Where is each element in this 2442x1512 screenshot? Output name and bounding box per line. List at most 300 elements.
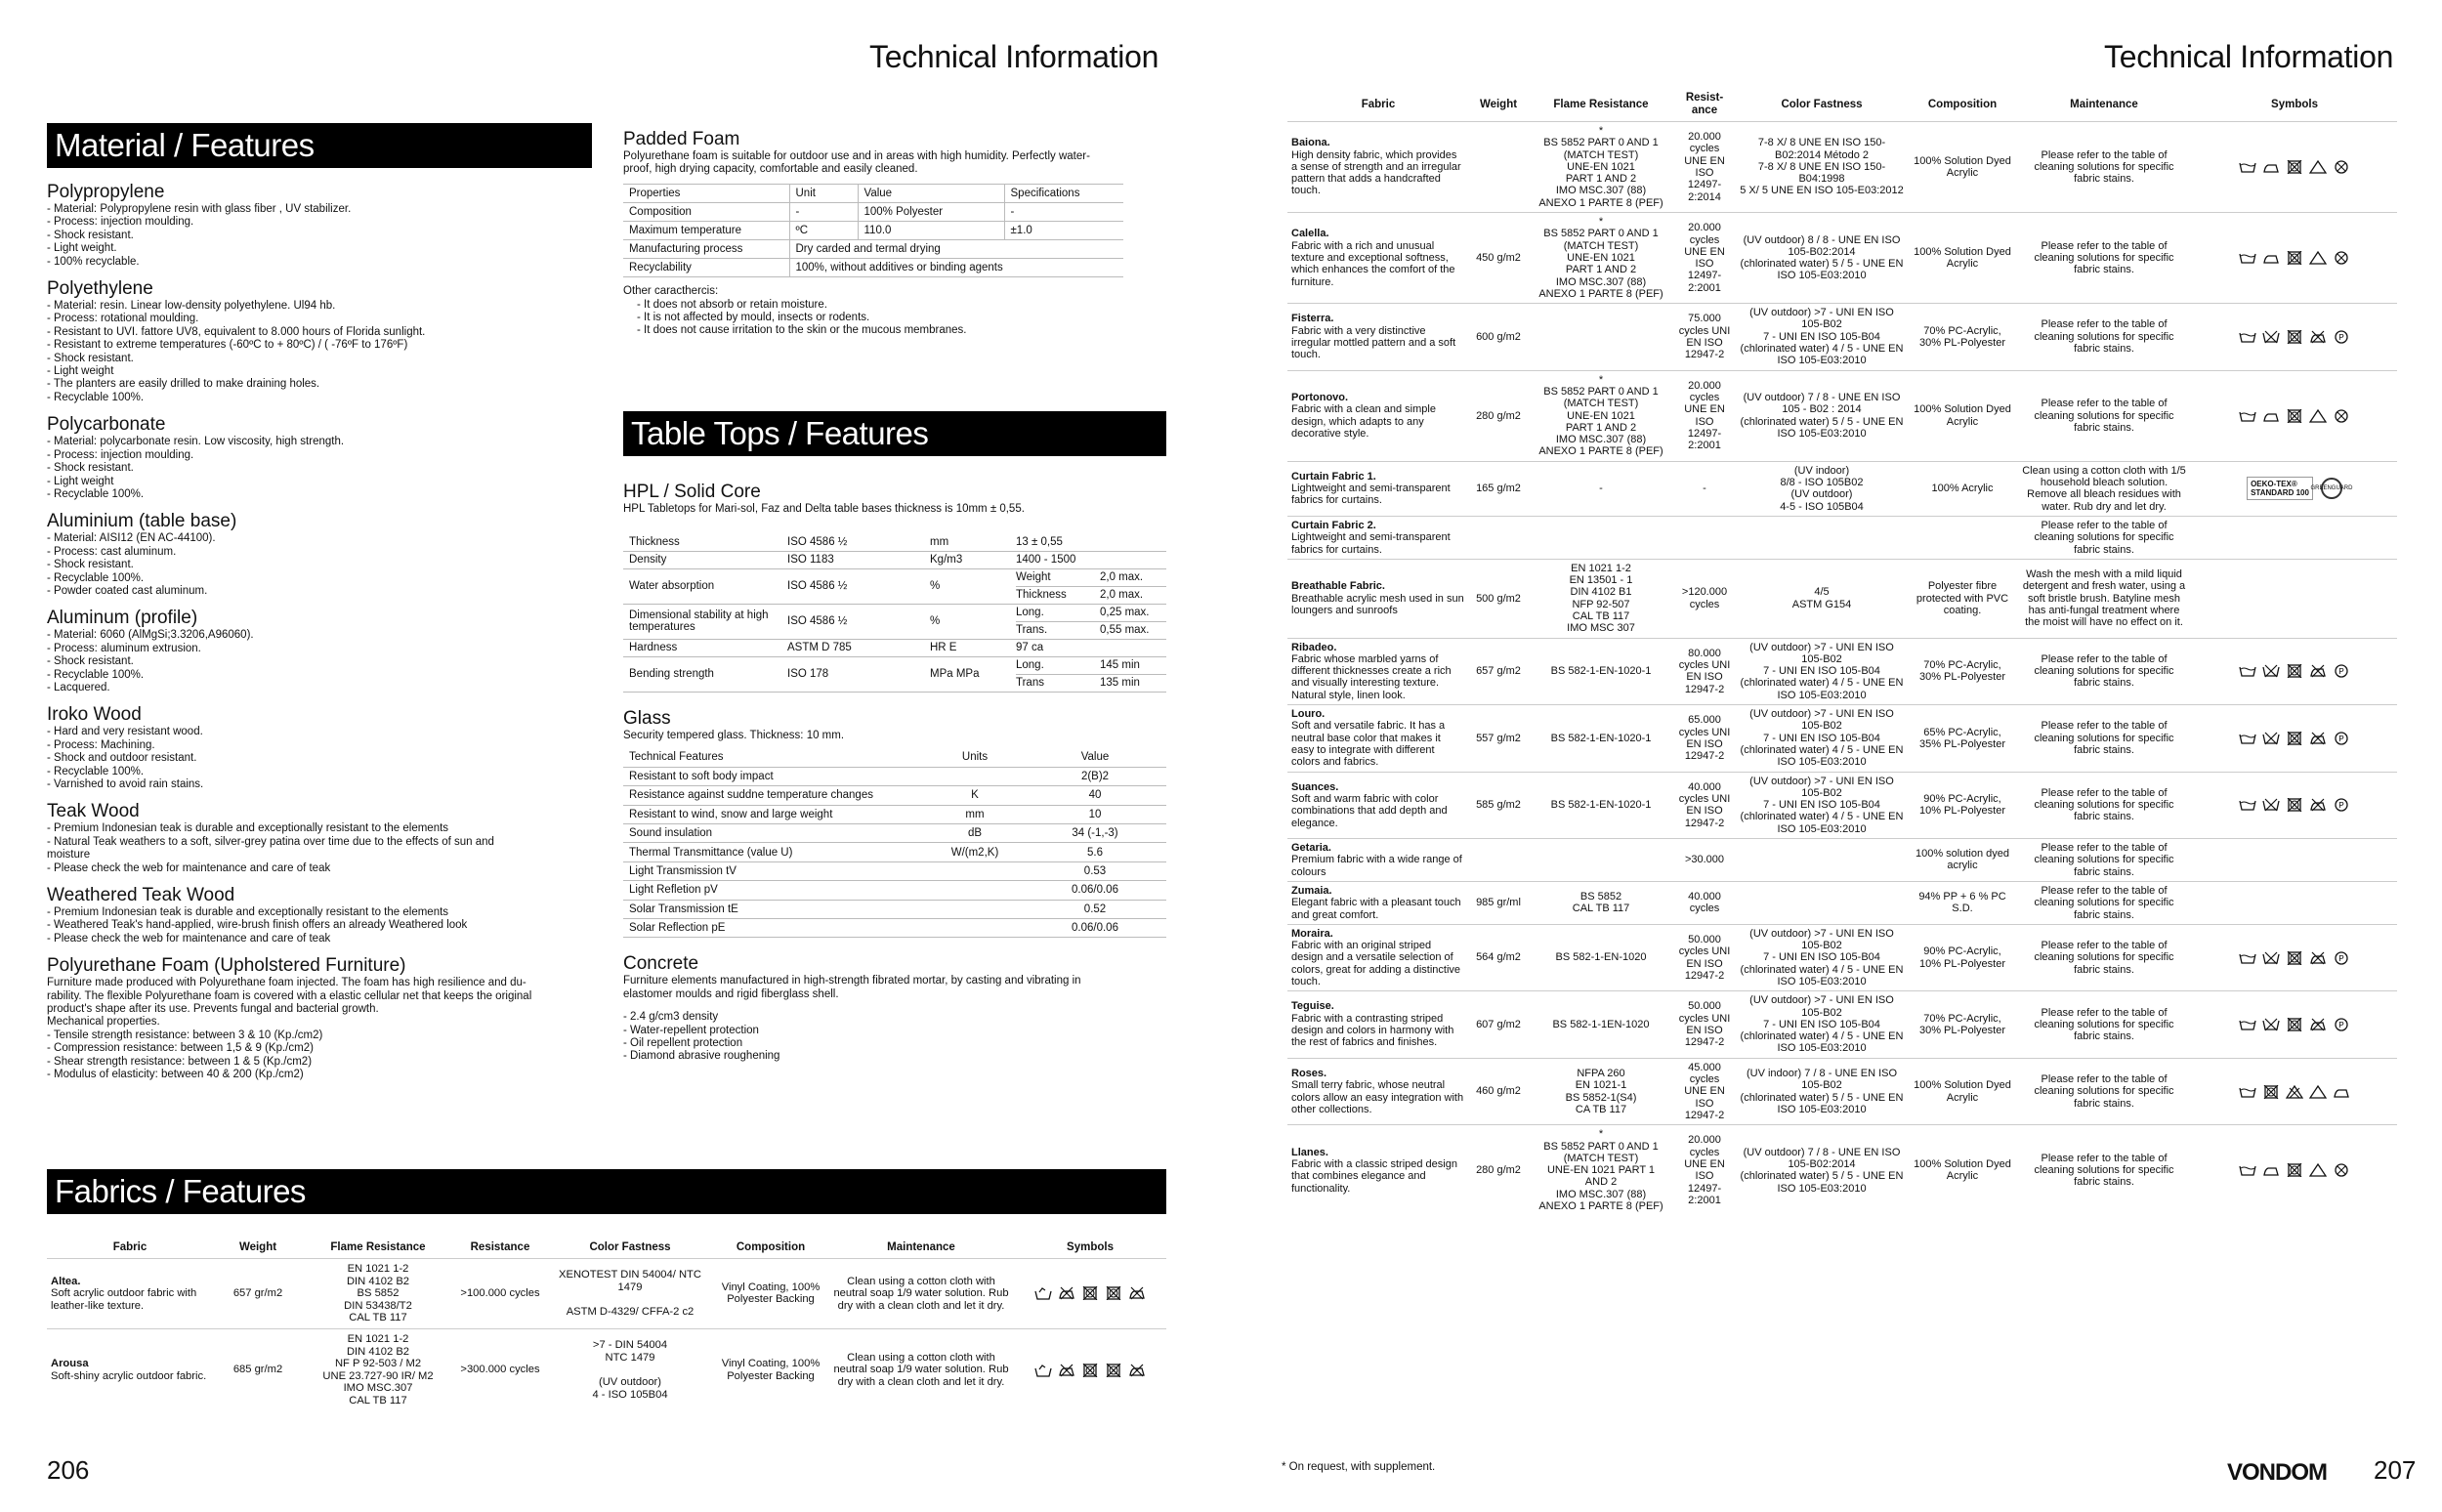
flame-resistance-cell: BS 5852 CAL TB 117 [1528,881,1674,924]
no-wash-icon [2262,951,2280,965]
fabric-name: Zumaia. [1291,884,1332,897]
hpl-row [623,604,1166,639]
material-line: - Tensile strength resistance: between 3 & 10 (Kp./cm2) [47,1029,323,1041]
glass-row [623,881,1166,900]
no-tumble-dry-icon [2286,1163,2303,1177]
weight-cell: 607 g/m2 [1469,991,1528,1058]
padded-other-line: - It does not absorb or retain moisture. [637,298,827,311]
maintenance-cell: Please refer to the table of cleaning solutions for specific fabric stains. [2016,1058,2192,1124]
glass-cell: mm [926,805,1024,823]
resistance-cell: 80.000 cycles UNI EN ISO 12947-2 [1674,638,1735,704]
material-title: Polyethylene [47,278,153,300]
maintenance-cell: Please refer to the table of cleaning solutions for specific fabric stains. [2016,516,2192,559]
color-fastness-cell: (UV indoor) 7 / 8 - UNE EN ISO 105-B02 (chlorinated water) 5 / 5 - UNE EN ISO 105-E03:2010 [1735,1058,1909,1124]
dry-clean-p-icon [2333,1018,2350,1031]
material-line: - Premium Indonesian teak is durable and exceptionally resistant to the elements [47,906,449,919]
material-title: Teak Wood [47,801,140,822]
flame-resistance-cell: EN 1021 1-2 DIN 4102 B2 NF P 92-503 / M2 UNE 23.727-90 IR/ M2 IMO MSC.307 CAL TB 117 [303,1328,453,1410]
no-tumble-dry-icon [2286,251,2303,265]
no-iron-icon [2309,1018,2327,1031]
color-fastness-cell [1735,516,1909,559]
composition-cell: 94% PP + 6 % PC S.D. [1909,881,2016,924]
material-line: - Light weight [47,475,114,487]
iron-icon [2262,251,2280,265]
dry-clean-p-icon [2333,330,2350,344]
material-lines [47,726,592,791]
concrete-line: elastomer moulds and rigid fiberglass shell. [623,987,839,1000]
no-wash-icon [2262,1018,2280,1031]
symbols-cell [2192,304,2397,370]
flame-resistance-cell: BS 582-1-EN-1020-1 [1528,772,1674,838]
fabric-row [1287,559,2397,638]
material-line: - Resistant to UVI. fattore UV8, equivalent to 8.000 hours of Florida sunlight. [47,325,426,338]
fabric-cell [47,1328,213,1410]
material-line: - Resistant to extreme temperatures (-60ºC to + 80ºC) / ( -76ºF to 176ºF) [47,339,408,352]
material-line: - Hard and very resistant wood. [47,726,203,738]
fabric-header-cell: Flame Resistance [330,1241,426,1253]
no-tumble-dry-icon [1105,1286,1122,1300]
svg-text:P: P [2338,1021,2344,1030]
symbols-cell [2192,705,2397,772]
color-fastness-cell: XENOTEST DIN 54004/ NTC 1479 ASTM D-4329/ CFFA-2 c2 [547,1259,713,1329]
resistance-cell: 20.000 cycles UNE EN ISO 12497-2:2001 [1674,1125,1735,1216]
hpl-standard: ISO 4586 ½ [781,533,924,551]
fabrics-band: Fabrics / Features [47,1169,1166,1214]
care-symbols [2196,1163,2393,1177]
resistance-cell: 45.000 cycles UNE EN ISO 12947-2 [1674,1058,1735,1124]
material-line: moisture [47,849,91,861]
wash-icon [2239,1018,2256,1031]
material-line: - Shock and outdoor resistant. [47,752,197,765]
care-symbols [2196,330,2393,344]
care-symbols [2196,160,2393,174]
weight-cell: 585 g/m2 [1469,772,1528,838]
maintenance-cell: Please refer to the table of cleaning solutions for specific fabric stains. [2016,370,2192,461]
material-line: - Material: AISI12 (EN AC-44100). [47,532,216,545]
color-fastness-cell: (UV outdoor) 7 / 8 - UNE EN ISO 105-B02:2014 (chlorinated water) 5 / 5 - UNE EN ISO 105-E03:2010 [1735,1125,1909,1216]
glass-row [623,805,1166,823]
hpl-standard: ISO 178 [781,656,924,692]
material-title: Aluminum (profile) [47,608,198,629]
padded-title: Padded Foam [623,129,740,149]
wash-icon [2239,409,2256,423]
weight-cell: 657 g/m2 [1469,638,1528,704]
glass-cell: Sound insulation [623,823,926,842]
weight-cell: 460 g/m2 [1469,1058,1528,1124]
color-fastness-cell: (UV outdoor) >7 - UNI EN ISO 105-B02 7 - UNI EN ISO 105-B04 (chlorinated water) 4 / 5 - UNE EN ISO 105-E03:2010 [1735,638,1909,704]
composition-cell: 70% PC-Acrylic, 30% PL-Polyester [1909,991,2016,1058]
resistance-cell: 50.000 cycles UNI EN ISO 12947-2 [1674,924,1735,990]
maintenance-cell: Please refer to the table of cleaning solutions for specific fabric stains. [2016,839,2192,882]
maintenance-cell: Please refer to the table of cleaning solutions for specific fabric stains. [2016,705,2192,772]
hpl-property: Bending strength [623,656,781,692]
glass-cell [926,861,1024,880]
no-iron-icon [1128,1364,1146,1377]
resistance-cell: - [1674,461,1735,516]
hpl-subvalue: 135 min [1100,676,1140,689]
glass-cell: Solar Transmission tE [623,900,926,918]
material-line: - Material: resin. Linear low-density polyethylene. Ul94 hb. [47,300,336,313]
symbols-cell [2192,924,2397,990]
color-fastness-cell: (UV outdoor) >7 - UNI EN ISO 105-B02 7 - UNI EN ISO 105-B04 (chlorinated water) 4 / 5 - UNE EN ISO 105-E03:2010 [1735,705,1909,772]
fabric-name: Teguise. [1291,1000,1334,1013]
svg-text:P: P [2338,332,2344,342]
material-line: - Varnished to avoid rain stains. [47,778,204,790]
fabric-row [1287,924,2397,990]
hpl-desc: HPL Tabletops for Mari-sol, Faz and Delta table bases thickness is 10mm ± 0,55. [623,503,1025,515]
material-lines [47,532,592,598]
fabric-desc: Fabric with a clean and simple design, which adapts to any decorative style. [1291,403,1436,440]
hpl-row [623,639,1166,656]
resistance-cell: 75.000 cycles UNI EN ISO 12947-2 [1674,304,1735,370]
hpl-unit: mm [924,533,1010,551]
weight-cell: 557 g/m2 [1469,705,1528,772]
svg-text:P: P [2338,953,2344,963]
glass-row [623,918,1166,937]
glass-title: Glass [623,707,671,729]
fabrics-section [47,1169,1166,1411]
composition-cell: 100% Solution Dyed Acrylic [1909,213,2016,304]
care-symbols [1018,1364,1162,1377]
wash-icon [2239,951,2256,965]
bleach-icon [2309,1085,2327,1099]
no-wash-icon [2262,330,2280,344]
hpl-subvalue: 2,0 max. [1100,570,1144,583]
material-lines [47,977,592,1081]
composition-cell: 100% Solution Dyed Acrylic [1909,122,2016,213]
glass-cell: K [926,786,1024,805]
padded-cell: Dry carded and termal drying [789,240,1123,259]
fabric-desc: Breathable acrylic mesh used in sun loungers and sunroofs [1291,592,1464,616]
fabric-row [1287,991,2397,1058]
bleach-icon [2309,160,2327,174]
no-wash-icon [2262,798,2280,812]
glass-row [623,823,1166,842]
resistance-cell: 20.000 cycles UNE EN ISO 12497-2:2001 [1674,213,1735,304]
weight-cell: 985 gr/ml [1469,881,1528,924]
padded-cell: Properties [623,185,789,203]
flame-resistance-cell: * BS 5852 PART 0 AND 1 (MATCH TEST) UNE-EN 1021 PART 1 AND 2 IMO MSC.307 (88) ANEXO 1 PARTE 8 (PEF) [1528,122,1674,213]
padded-foam-section [623,119,1166,338]
glass-cell: 40 [1024,786,1166,805]
fabric-header-cell: Resistance [470,1241,530,1253]
padded-cell: Recyclability [623,259,789,277]
weight-cell: 165 g/m2 [1469,461,1528,516]
material-line: product's shape after its use. Prevents fungal and bacterial growth. [47,1003,379,1016]
symbols-cell [2192,461,2397,516]
fabric-cell [1287,881,1469,924]
svg-text:P: P [2338,801,2344,811]
fabric-name: Louro. [1291,708,1326,721]
hpl-subvalue: 2,0 max. [1100,588,1144,601]
fabric-name: Curtain Fabric 2. [1291,519,1376,531]
resistance-cell: >120.000 cycles [1674,559,1735,638]
material-line: - Modulus of elasticity: between 40 & 200 (Kp./cm2) [47,1069,304,1081]
material-title: Aluminium (table base) [47,511,237,532]
hpl-property: Hardness [623,639,781,656]
padded-cell: Specifications [1004,185,1123,203]
maintenance-cell: Please refer to the table of cleaning solutions for specific fabric stains. [2016,304,2192,370]
hpl-subvalue: 0,55 max. [1100,623,1150,636]
symbols-cell [2192,213,2397,304]
glass-cell [926,881,1024,900]
no-tumble-dry-icon [2286,409,2303,423]
color-fastness-cell: (UV indoor) 8/8 - ISO 105B02 (UV outdoor) 4-5 - ISO 105B04 [1735,461,1909,516]
material-line: rability. The flexible Polyurethane foam is covered with a elastic cellular net that keeps the original [47,989,532,1002]
symbols-cell [2192,839,2397,882]
care-symbols [2196,798,2393,812]
fabric-cell [1287,924,1469,990]
symbols-cell [2192,1058,2397,1124]
hpl-subkey: Long. [1016,606,1044,618]
no-tumble-dry-icon [2262,1085,2280,1099]
hpl-standard: ISO 4586 ½ [781,568,924,604]
hpl-subkey: Long. [1016,658,1044,671]
resistance-cell: >30.000 [1674,839,1735,882]
hpl-standard: ISO 1183 [781,551,924,568]
glass-cell: 2(B)2 [1024,767,1166,785]
maintenance-cell: Please refer to the table of cleaning solutions for specific fabric stains. [2016,772,2192,838]
flame-resistance-cell: BS 582-1-EN-1020 [1528,924,1674,990]
fabric-desc: Lightweight and semi-transparent fabrics for curtains. [1291,483,1451,507]
care-symbols [2196,951,2393,965]
padded-cell: - [789,203,858,222]
right-fabrics-table [1287,88,2397,1215]
no-iron-icon [2309,798,2327,812]
color-fastness-cell: (UV outdoor) >7 - UNI EN ISO 105-B02 7 - UNI EN ISO 105-B04 (chlorinated water) 4 / 5 - UNE EN ISO 105-E03:2010 [1735,304,1909,370]
certification-logos [2196,477,2393,500]
glass-cell: Light Transmission tV [623,861,926,880]
material-line: - 100% recyclable. [47,255,140,268]
concrete-line: - Diamond abrasive roughening [623,1050,780,1063]
no-iron-icon [2309,664,2327,678]
resistance-cell [1674,516,1735,559]
hpl-subrow [1016,569,1166,587]
no-iron-icon [2309,732,2327,745]
material-line: - Process: cast aluminum. [47,545,177,558]
care-symbols [2196,409,2393,423]
care-symbols [2196,664,2393,678]
fabric-name: Ribadeo. [1291,641,1337,653]
hpl-unit: % [924,604,1010,639]
flame-resistance-cell: BS 582-1-EN-1020-1 [1528,638,1674,704]
wash-icon [2239,1085,2256,1099]
fabric-name: Moraira. [1291,927,1333,940]
resistance-cell: 20.000 cycles UNE EN ISO 12497-2:2014 [1674,122,1735,213]
symbols-cell [2192,370,2397,461]
fabric-name: Altea. [51,1275,81,1287]
hpl-subvalue: 145 min [1100,658,1140,671]
glass-row [623,767,1166,785]
fabric-cell [1287,1125,1469,1216]
no-iron-icon [2309,951,2327,965]
material-line: - Premium Indonesian teak is durable and exceptionally resistant to the elements [47,822,449,835]
maintenance-cell: Please refer to the table of cleaning solutions for specific fabric stains. [2016,924,2192,990]
material-lines [47,629,592,694]
color-fastness-cell: (UV outdoor) >7 - UNI EN ISO 105-B02 7 - UNI EN ISO 105-B04 (chlorinated water) 4 / 5 - UNE EN ISO 105-E03:2010 [1735,924,1909,990]
care-symbols [2196,732,2393,745]
composition-cell: 70% PC-Acrylic, 30% PL-Polyester [1909,304,2016,370]
weight-cell: 657 gr/m2 [213,1259,303,1329]
maintenance-cell: Clean using a cotton cloth with neutral soap 1/9 water solution. Rub dry with a clean cloth and let it dry. [828,1328,1014,1410]
glass-cell: 10 [1024,805,1166,823]
concrete-title: Concrete [623,953,699,975]
padded-cell: ºC [789,222,858,240]
color-fastness-cell [1735,839,1909,882]
flame-resistance-cell [1528,304,1674,370]
hpl-standard: ISO 4586 ½ [781,604,924,639]
material-line: - Light weight [47,365,114,378]
padded-cell: 100%, without additives or binding agents [789,259,1123,277]
flame-resistance-cell: BS 582-1-EN-1020-1 [1528,705,1674,772]
left-fabrics-table [47,1238,1166,1411]
glass-cell: Thermal Transmittance (value U) [623,843,926,861]
glass-row [623,786,1166,805]
composition-cell: 90% PC-Acrylic, 10% PL-Polyester [1909,924,2016,990]
hpl-subrow [1016,675,1166,692]
care-symbols [2196,251,2393,265]
fabric-row [1287,839,2397,882]
composition-cell: 65% PC-Acrylic, 35% PL-Polyester [1909,705,2016,772]
flame-resistance-cell: * BS 5852 PART 0 AND 1 (MATCH TEST) UNE-EN 1021 PART 1 AND 2 IMO MSC.307 (88) ANEXO 1 PARTE 8 (PEF) [1528,213,1674,304]
concrete-line [623,1001,1166,1011]
weight-cell [1469,839,1528,882]
padded-desc [623,150,1166,176]
fabric-header-cell: Maintenance [887,1241,955,1253]
fabric-desc: Soft acrylic outdoor fabric with leather-like texture. [51,1287,197,1312]
no-iron-icon [1058,1286,1075,1300]
dry-clean-p-icon [2333,732,2350,745]
padded-cell: ±1.0 [1004,222,1123,240]
material-line: - Please check the web for maintenance and care of teak [47,932,331,945]
glass-cell: Technical Features [623,748,926,767]
padded-desc-line: proof, high drying capacity, comfortable and easily cleaned. [623,163,918,176]
fabric-name: Calella. [1291,228,1329,240]
hpl-property: Dimensional stability at high temperatures [623,604,781,639]
material-line: - Process: injection moulding. [47,216,194,229]
page-title: Technical Information [2104,39,2394,74]
hpl-subrow [1016,622,1166,639]
material-line: - Weathered Teak's hand-applied, wire-brush finish offers an already Weathered look [47,919,468,932]
maintenance-cell: Please refer to the table of cleaning solutions for specific fabric stains. [2016,122,2192,213]
fabric-desc: Fabric with a contrasting striped design and colors in harmony with the rest of fabrics and finishes. [1291,1012,1454,1049]
hpl-subkey: Trans. [1016,623,1048,636]
iron-icon [2333,1085,2350,1099]
weight-cell: 500 g/m2 [1469,559,1528,638]
glass-cell: W/(m2,K) [926,843,1024,861]
weight-cell: 280 g/m2 [1469,370,1528,461]
glass-row [623,843,1166,861]
hpl-subkey: Thickness [1016,588,1067,601]
material-line: - Material: polycarbonate resin. Low viscosity, high strength. [47,436,345,448]
maintenance-cell: Clean using a cotton cloth with 1/5 household bleach solution. Remove all bleach residues with water. Rub dry and let dry. [2016,461,2192,516]
hpl-subrow [1016,587,1166,604]
right-page [1221,0,2442,1512]
fabric-row [47,1259,1166,1329]
padded-cell: 110.0 [858,222,1004,240]
hpl-subvalues [1010,568,1166,604]
color-fastness-cell: 4/5 ASTM G154 [1735,559,1909,638]
material-line: - Shock resistant. [47,655,134,668]
hpl-subrow [1016,605,1166,622]
padded-cell: - [1004,203,1123,222]
no-dry-clean-icon [2333,409,2350,423]
brand-logo: VONDOM [2227,1459,2327,1486]
fabric-row [1287,881,2397,924]
wash-icon [2239,160,2256,174]
fabric-header-cell: Symbols [2271,98,2318,110]
wash-icon [2239,732,2256,745]
fabric-desc: Fabric with a very distinctive irregular mottled pattern and a soft touch. [1291,324,1456,361]
maintenance-cell: Please refer to the table of cleaning solutions for specific fabric stains. [2016,213,2192,304]
materials-list [47,182,592,1082]
composition-cell: 100% Solution Dyed Acrylic [1909,1125,2016,1216]
fabric-row [1287,705,2397,772]
padded-other-title: Other caracthercis: [623,285,719,298]
glass-cell: Value [1024,748,1166,767]
material-line: - Compression resistance: between 1,5 & 9 (Kp./cm2) [47,1042,314,1055]
hpl-subvalues [1010,604,1166,639]
symbols-cell [2192,772,2397,838]
care-symbols [1018,1286,1162,1300]
fabric-desc: Soft and versatile fabric. It has a neutral base color that makes it easy to integrate with different colors and fabrics. [1291,720,1446,769]
composition-cell: 100% Solution Dyed Acrylic [1909,370,2016,461]
hpl-property: Water absorption [623,568,781,604]
dry-clean-p-icon [2333,951,2350,965]
material-band: Material / Features [47,123,592,168]
glass-cell: dB [926,823,1024,842]
color-fastness-cell: (UV outdoor) 7 / 8 - UNE EN ISO 105 - B02 : 2014 (chlorinated water) 5 / 5 - UNE EN ISO 105-E03:2010 [1735,370,1909,461]
page-number: 206 [47,1455,90,1485]
fabric-header-cell: Color Fastness [589,1241,671,1253]
fabric-cell [1287,991,1469,1058]
material-line: - Process: Machining. [47,738,155,751]
material-title: Polypropylene [47,182,165,202]
no-tumble-dry-icon [1105,1364,1122,1377]
fabric-cell [1287,304,1469,370]
padded-desc-line: Polyurethane foam is suitable for outdoor use and in areas with high humidity. Perfectly water- [623,150,1090,162]
hpl-property: Density [623,551,781,568]
resistance-cell: 20.000 cycles UNE EN ISO 12497-2:2001 [1674,370,1735,461]
color-fastness-cell: 7-8 X/ 8 UNE EN ISO 150-B02:2014 Método 2 7-8 X/ 8 UNE EN ISO 150-B04:1998 5 X/ 5 UNE EN ISO 105-E03:2012 [1735,122,1909,213]
fabric-row [47,1328,1166,1410]
material-line: - Recyclable 100%. [47,487,145,500]
material-line: Furniture made produced with Polyurethane foam injected. The foam has high resilience and du- [47,977,526,989]
composition-cell: 70% PC-Acrylic, 30% PL-Polyester [1909,638,2016,704]
no-tumble-dry-icon [2286,732,2303,745]
glass-cell: Units [926,748,1024,767]
material-line: - Light weight. [47,242,117,255]
padded-cell: Composition [623,203,789,222]
bleach-icon [2309,409,2327,423]
hpl-row [623,656,1166,692]
concrete-line: - Oil repellent protection [623,1036,743,1049]
fabric-header-cell: Fabric [112,1241,147,1253]
glass-desc: Security tempered glass. Thickness: 10 mm. [623,729,845,741]
fabric-desc: Premium fabric with a wide range of colours [1291,854,1462,878]
fabric-cell [1287,370,1469,461]
concrete-line: - 2.4 g/cm3 density [623,1011,719,1024]
material-lines [47,300,592,404]
material-title: Polycarbonate [47,414,166,436]
material-line: - Recyclable 100%. [47,765,145,777]
padded-row [623,185,1123,203]
fabric-row [1287,1058,2397,1124]
fabric-name: Arousa [51,1358,89,1370]
hpl-unit: % [924,568,1010,604]
fabric-cell [1287,461,1469,516]
svg-text:P: P [2338,667,2344,677]
